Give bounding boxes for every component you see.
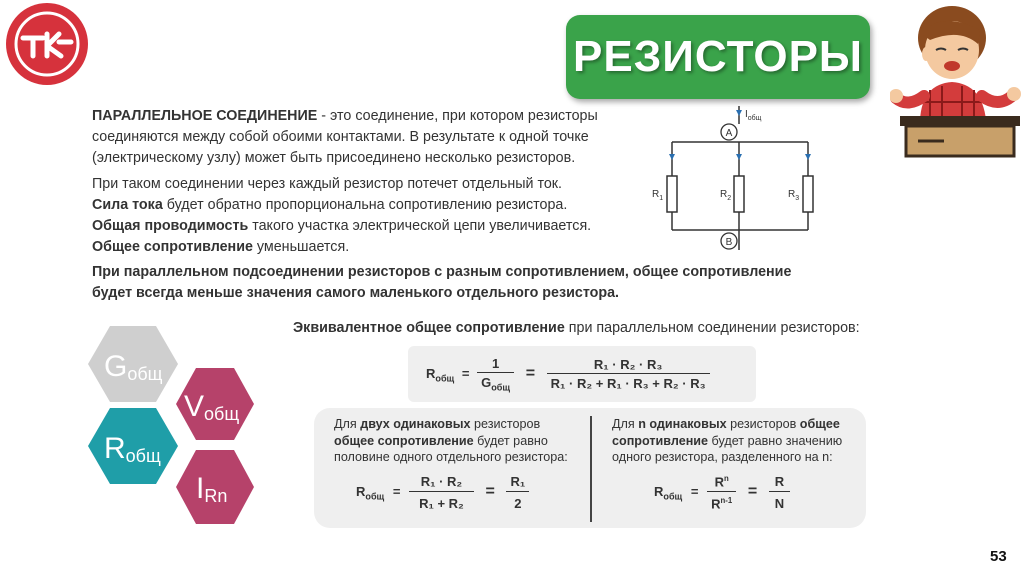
formula-fraction-2: $\frac{\text{R₁ · R₂ · R₃}}{\text{R₁ · R₂ + R₁ · R₃ + R₂ · R₃}}$ <box>547 357 710 391</box>
property-text: уменьшается. <box>252 239 350 255</box>
property-line-2 <box>92 195 622 216</box>
definition-text: - это соединение, при котором резисторы соединяются между собой обоими контактами. В результате к одной точке (электрическому узлу) может быть присоединено несколько резисторов. <box>92 108 598 166</box>
two-resistors-text: Для двух одинаковых резисторов общее сопротивление будет равно половине одного отдельного резистора: <box>334 417 568 464</box>
definition-term: ПАРАЛЛЕЛЬНОЕ СОЕДИНЕНИЕ <box>92 108 318 124</box>
properties-paragraph <box>92 174 622 258</box>
property-term: Сила тока <box>92 197 163 213</box>
resistor-label-r1: $R_1$ <box>652 189 664 202</box>
quantity-hexagons <box>88 322 258 528</box>
definition-paragraph <box>92 106 612 169</box>
main-formula-box <box>408 346 756 402</box>
n-resistors-text: Для n одинаковых резисторов общее сопротивление будет равно значению одного резистора, разделенного на n: <box>612 417 843 464</box>
property-line-1: При таком соединении через каждый резистор потечет отдельный ток. <box>92 176 563 192</box>
property-text: будет обратно пропорциональна сопротивлению резистора. <box>162 197 568 213</box>
current-label: $I_{общ}$ <box>745 109 762 122</box>
hexagon-r-label: Rобщ <box>104 432 161 466</box>
equivalent-resistance-heading <box>293 320 860 336</box>
page-title: РЕЗИСТОРЫ <box>573 32 863 81</box>
parallel-circuit-diagram <box>640 102 830 252</box>
teacher-mascot-illustration <box>890 0 1024 160</box>
heading-text: при параллельном соединении резисторов: <box>564 320 860 336</box>
hexagon-i-label: IRn <box>196 472 228 506</box>
page-number: 53 <box>990 548 1007 565</box>
node-b-label: B <box>725 237 733 248</box>
property-line-3 <box>92 216 622 237</box>
formula-lhs: $R_{общ}$ <box>426 365 455 384</box>
property-term: Общая проводимость <box>92 218 249 234</box>
conclusion-paragraph: При параллельном подсоединении резисторов с разным сопротивлением, общее сопротивление будет всегда меньше значения самого маленького отдельного резистора. <box>92 264 792 301</box>
company-logo <box>3 0 91 88</box>
n-resistors-formula: $R_{общ}$ = $\frac{R^n}{R^{n-1}}$ = $\frac{R}{N}$ <box>654 474 790 512</box>
property-term: Общее сопротивление <box>92 239 253 255</box>
hexagon-g-label: Gобщ <box>104 350 163 384</box>
resistor-label-r3: $R_3$ <box>788 189 800 202</box>
hexagon-v-label: Vобщ <box>184 390 240 424</box>
panel-divider <box>590 416 592 522</box>
formula-fraction-1: $\frac{1}{G_{общ}}$ <box>477 356 514 393</box>
heading-term: Эквивалентное общее сопротивление <box>293 320 565 336</box>
main-formula: $R_{общ}$ = $\frac{1}{G_{общ}}$ = $\frac{\text{R₁ · R₂ · R₃}}{\text{R₁ · R₂ + R₁ · R₃ + R₂ · R₃}}$ <box>426 356 710 393</box>
property-text: такого участка электрической цепи увеличивается. <box>248 218 592 234</box>
resistor-label-r2: $R_2$ <box>720 189 732 202</box>
two-resistors-formula: $R_{общ}$ = $\frac{\text{R₁ · R₂}}{\text{R₁ + R₂}}$ = $\frac{\text{R₁}}{2}$ <box>356 474 529 511</box>
title-banner <box>566 15 870 99</box>
property-line-4 <box>92 237 622 258</box>
node-a-label: A <box>725 128 733 139</box>
